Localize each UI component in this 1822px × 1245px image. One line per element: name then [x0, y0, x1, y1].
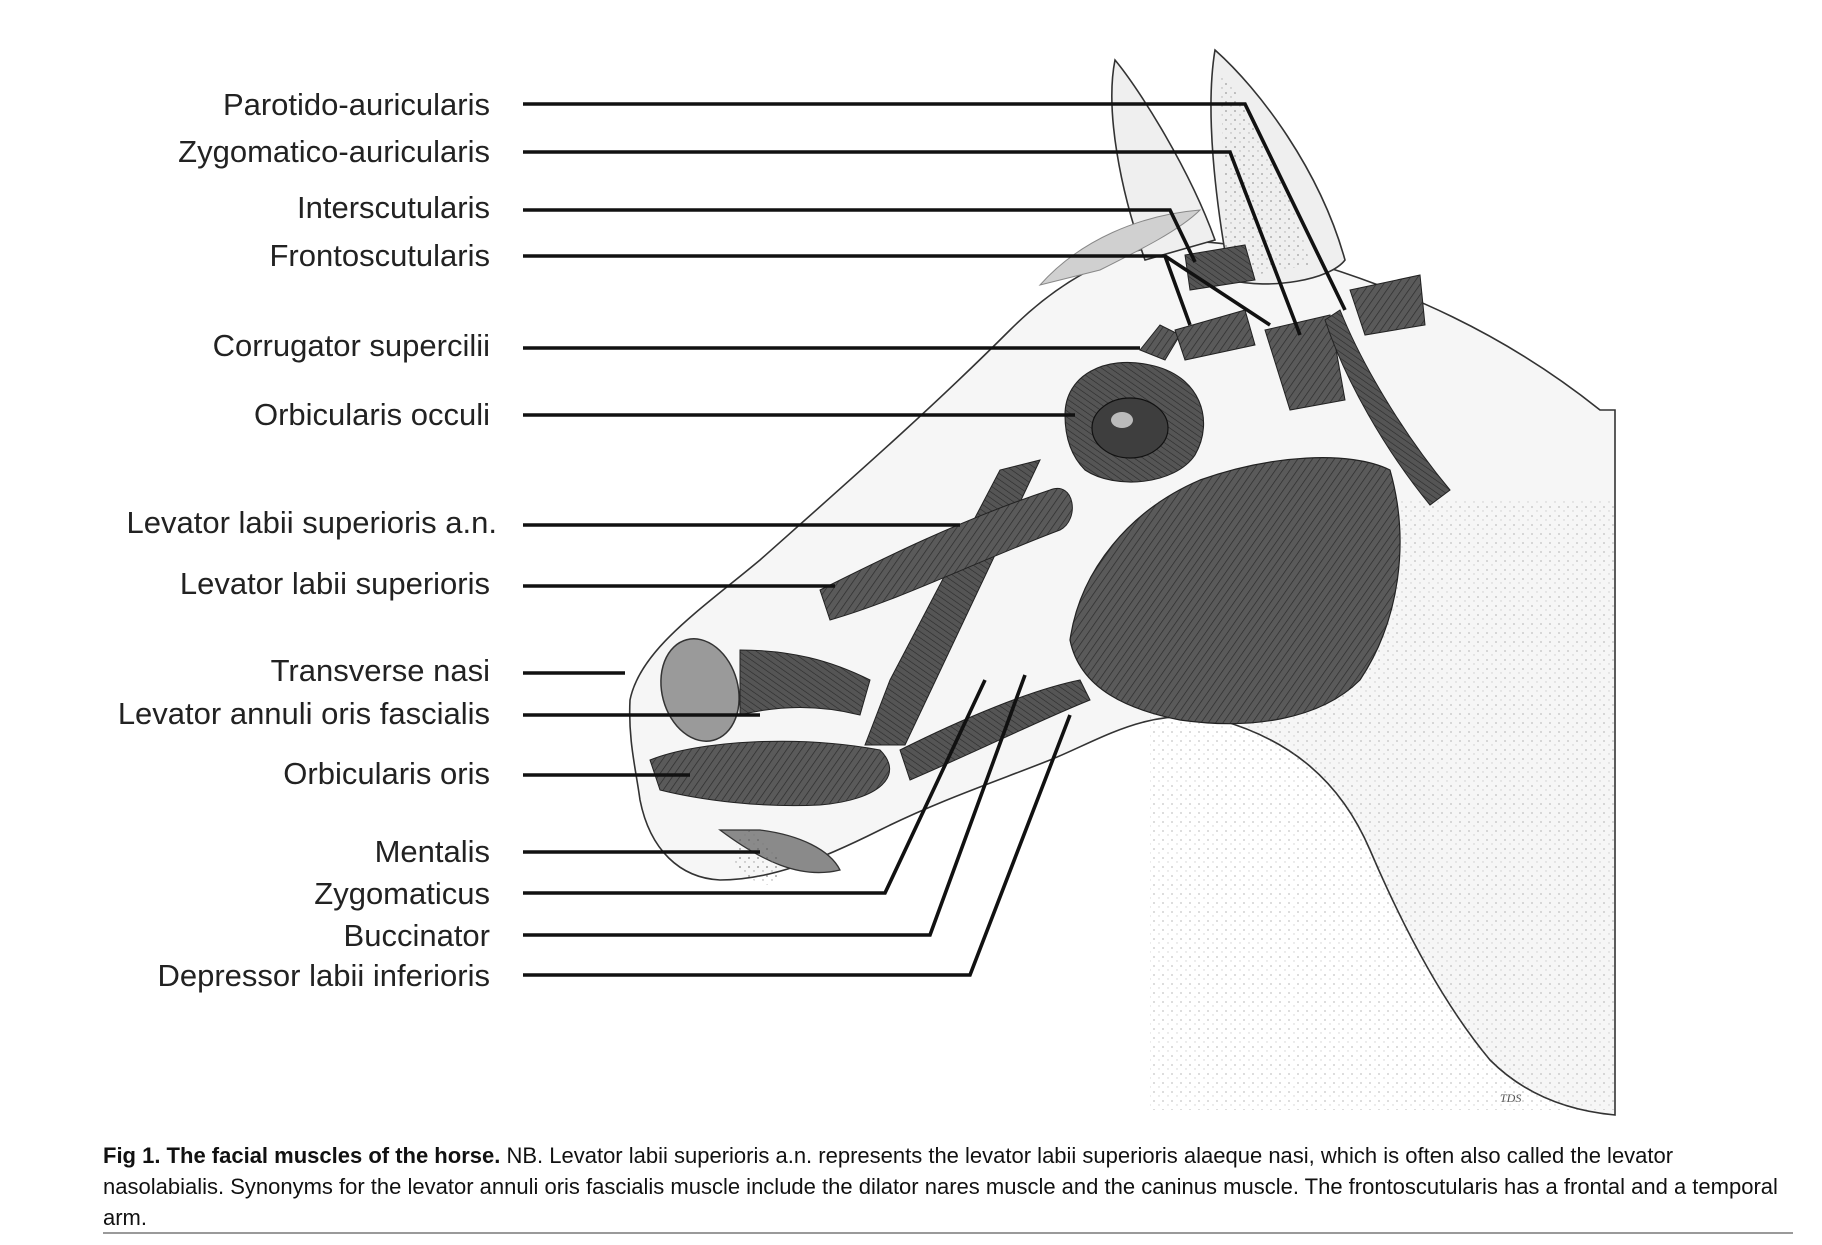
label-levator-annuli-oris-fascialis: Levator annuli oris fascialis: [117, 696, 490, 731]
label-levator-labii-superioris-an: Levator labii superioris a.n.: [126, 505, 497, 540]
label-frontoscutularis: Frontoscutularis: [269, 238, 490, 273]
label-zygomatico-auricularis: Zygomatico-auricularis: [178, 134, 490, 169]
figure-caption: [103, 1140, 1793, 1233]
caption-text: NB. Levator labii superioris a.n. represents the levator labii superioris alaeque nasi, which is often also called the levator nasolabialis. Synonyms for the levator annuli oris fascialis muscle include the dilator nares muscle and the caninus muscle. The frontoscutularis has a frontal and a temporal arm.: [103, 1143, 1778, 1230]
label-transverse-nasi: Transverse nasi: [270, 653, 490, 688]
muscle-labels: [118, 87, 497, 993]
artist-signature: TDS: [1500, 1091, 1522, 1105]
eye: [1092, 398, 1168, 458]
label-levator-labii-superioris: Levator labii superioris: [179, 566, 490, 601]
label-depressor-labii-inferioris: Depressor labii inferioris: [157, 958, 490, 993]
label-zygomaticus: Zygomaticus: [314, 876, 490, 911]
caption-divider: [103, 1232, 1793, 1234]
caption-title: Fig 1. The facial muscles of the horse.: [103, 1143, 501, 1168]
label-parotido-auricularis: Parotido-auricularis: [222, 87, 490, 122]
label-orbicularis-occuli: Orbicularis occuli: [253, 397, 490, 432]
label-corrugator-supercilii: Corrugator supercilii: [212, 328, 490, 363]
label-mentalis: Mentalis: [374, 834, 490, 869]
eye-highlight: [1111, 412, 1133, 428]
label-buccinator: Buccinator: [343, 918, 490, 953]
label-orbicularis-oris: Orbicularis oris: [283, 756, 490, 791]
label-interscutularis: Interscutularis: [297, 190, 490, 225]
